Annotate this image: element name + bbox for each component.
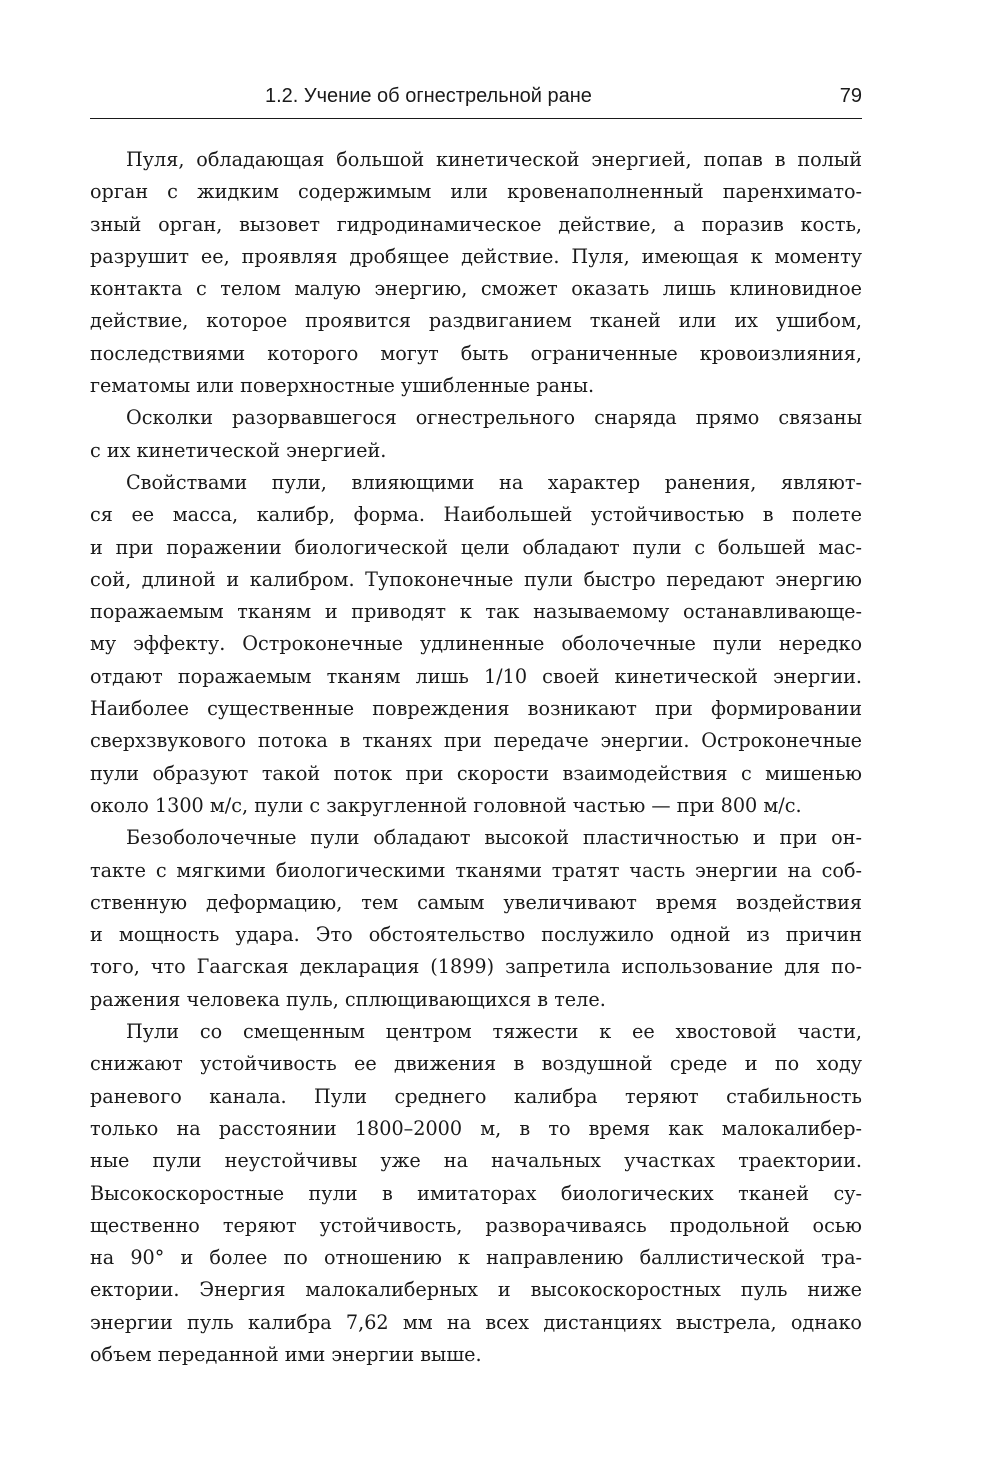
paragraph [90,144,862,402]
text-line: щественно теряют устойчивость, разворачиваясь продольной осью [90,1213,862,1237]
text-line: снижают устойчивость ее движения в воздушной среде и по ходу [90,1052,862,1076]
text-line: сверхзвукового потока в тканях при передаче энергии. Остроконечные [90,729,862,753]
running-header [90,78,862,119]
body-text [90,144,862,1371]
text-line: Высокоскоростные пули в имитаторах биологических тканей су- [90,1181,862,1205]
text-line: с их кинетической энергией. [90,438,387,462]
text-line: Осколки разорвавшегося огнестрельного снаряда прямо связаны [126,406,862,430]
text-line: ные пули неустойчивы уже на начальных участках траектории. [90,1149,862,1173]
text-line: му эффекту. Остроконечные удлиненные оболочечные пули нередко [90,632,862,656]
text-line: такте с мягкими биологическими тканями тратят часть энергии на соб- [90,858,862,882]
text-line: пули образуют такой поток при скорости взаимодействия с мишенью [90,761,862,785]
text-line: энергии пуль калибра 7,62 мм на всех дистанциях выстрела, однако [90,1310,862,1334]
text-line: того, что Гаагская декларация (1899) запретила использование для по- [90,955,862,979]
text-line: и при поражении биологической цели обладают пули с большей мас- [90,535,862,559]
paragraph [90,467,862,822]
text-line: раневого канала. Пули среднего калибра теряют стабильность [90,1084,862,1108]
text-line: ражения человека пуль, сплющивающихся в теле. [90,987,606,1011]
text-line: Наиболее существенные повреждения возникают при формировании [90,697,862,721]
text-line: орган с жидким содержимым или кровенаполненный паренхимато- [90,180,862,204]
page-number: 79 [839,85,862,107]
text-line: разрушит ее, проявляя дробящее действие. Пуля, имеющая к моменту [90,244,862,268]
text-line: поражаемым тканям и приводят к так называемому останавливающе- [90,600,862,624]
text-line: объем переданной ими энергии выше. [90,1342,482,1366]
text-line: Пуля, обладающая большой кинетической энергией, попав в полый [126,148,862,171]
text-line: и мощность удара. Это обстоятельство послужило одной из причин [90,923,862,947]
text-line: Свойствами пули, влияющими на характер ранения, являют- [126,470,862,494]
text-line: ектории. Энергия малокалиберных и высокоскоростных пуль ниже [90,1278,862,1302]
text-line: зный орган, вызовет гидродинамическое действие, а поразив кость, [90,212,862,236]
text-line: Пули со смещенным центром тяжести к ее хвостовой части, [126,1020,862,1044]
paragraph [90,822,862,1016]
text-line: на 90° и более по отношению к направлению баллистической тра- [90,1246,862,1270]
text-line: только на расстоянии 1800–2000 м, в то время как малокалибер- [90,1116,862,1140]
text-line: последствиями которого могут быть ограниченные кровоизлияния, [90,341,862,365]
text-line: гематомы или поверхностные ушибленные раны. [90,374,595,398]
paragraph [90,402,862,467]
text-line: ственную деформацию, тем самым увеличивают время воздействия [90,890,862,914]
text-line: отдают поражаемым тканям лишь 1/10 своей кинетической энергии. [90,664,862,688]
section-title: 1.2. Учение об огнестрельной ране [265,85,592,107]
text-line: сой, длиной и калибром. Тупоконечные пули быстро передают энергию [90,567,862,591]
text-line: действие, которое проявится раздвиганием тканей или их ушибом, [90,309,862,333]
text-line: контакта с телом малую энергию, сможет оказать лишь клиновидное [90,277,862,301]
text-line: ся ее масса, калибр, форма. Наибольшей устойчивостью в полете [90,503,862,527]
paragraph [90,1016,862,1371]
text-line: около 1300 м/с, пули с закругленной головной частью — при 800 м/с. [90,793,802,817]
text-line: Безоболочечные пули обладают высокой пластичностью и при он- [126,826,862,850]
